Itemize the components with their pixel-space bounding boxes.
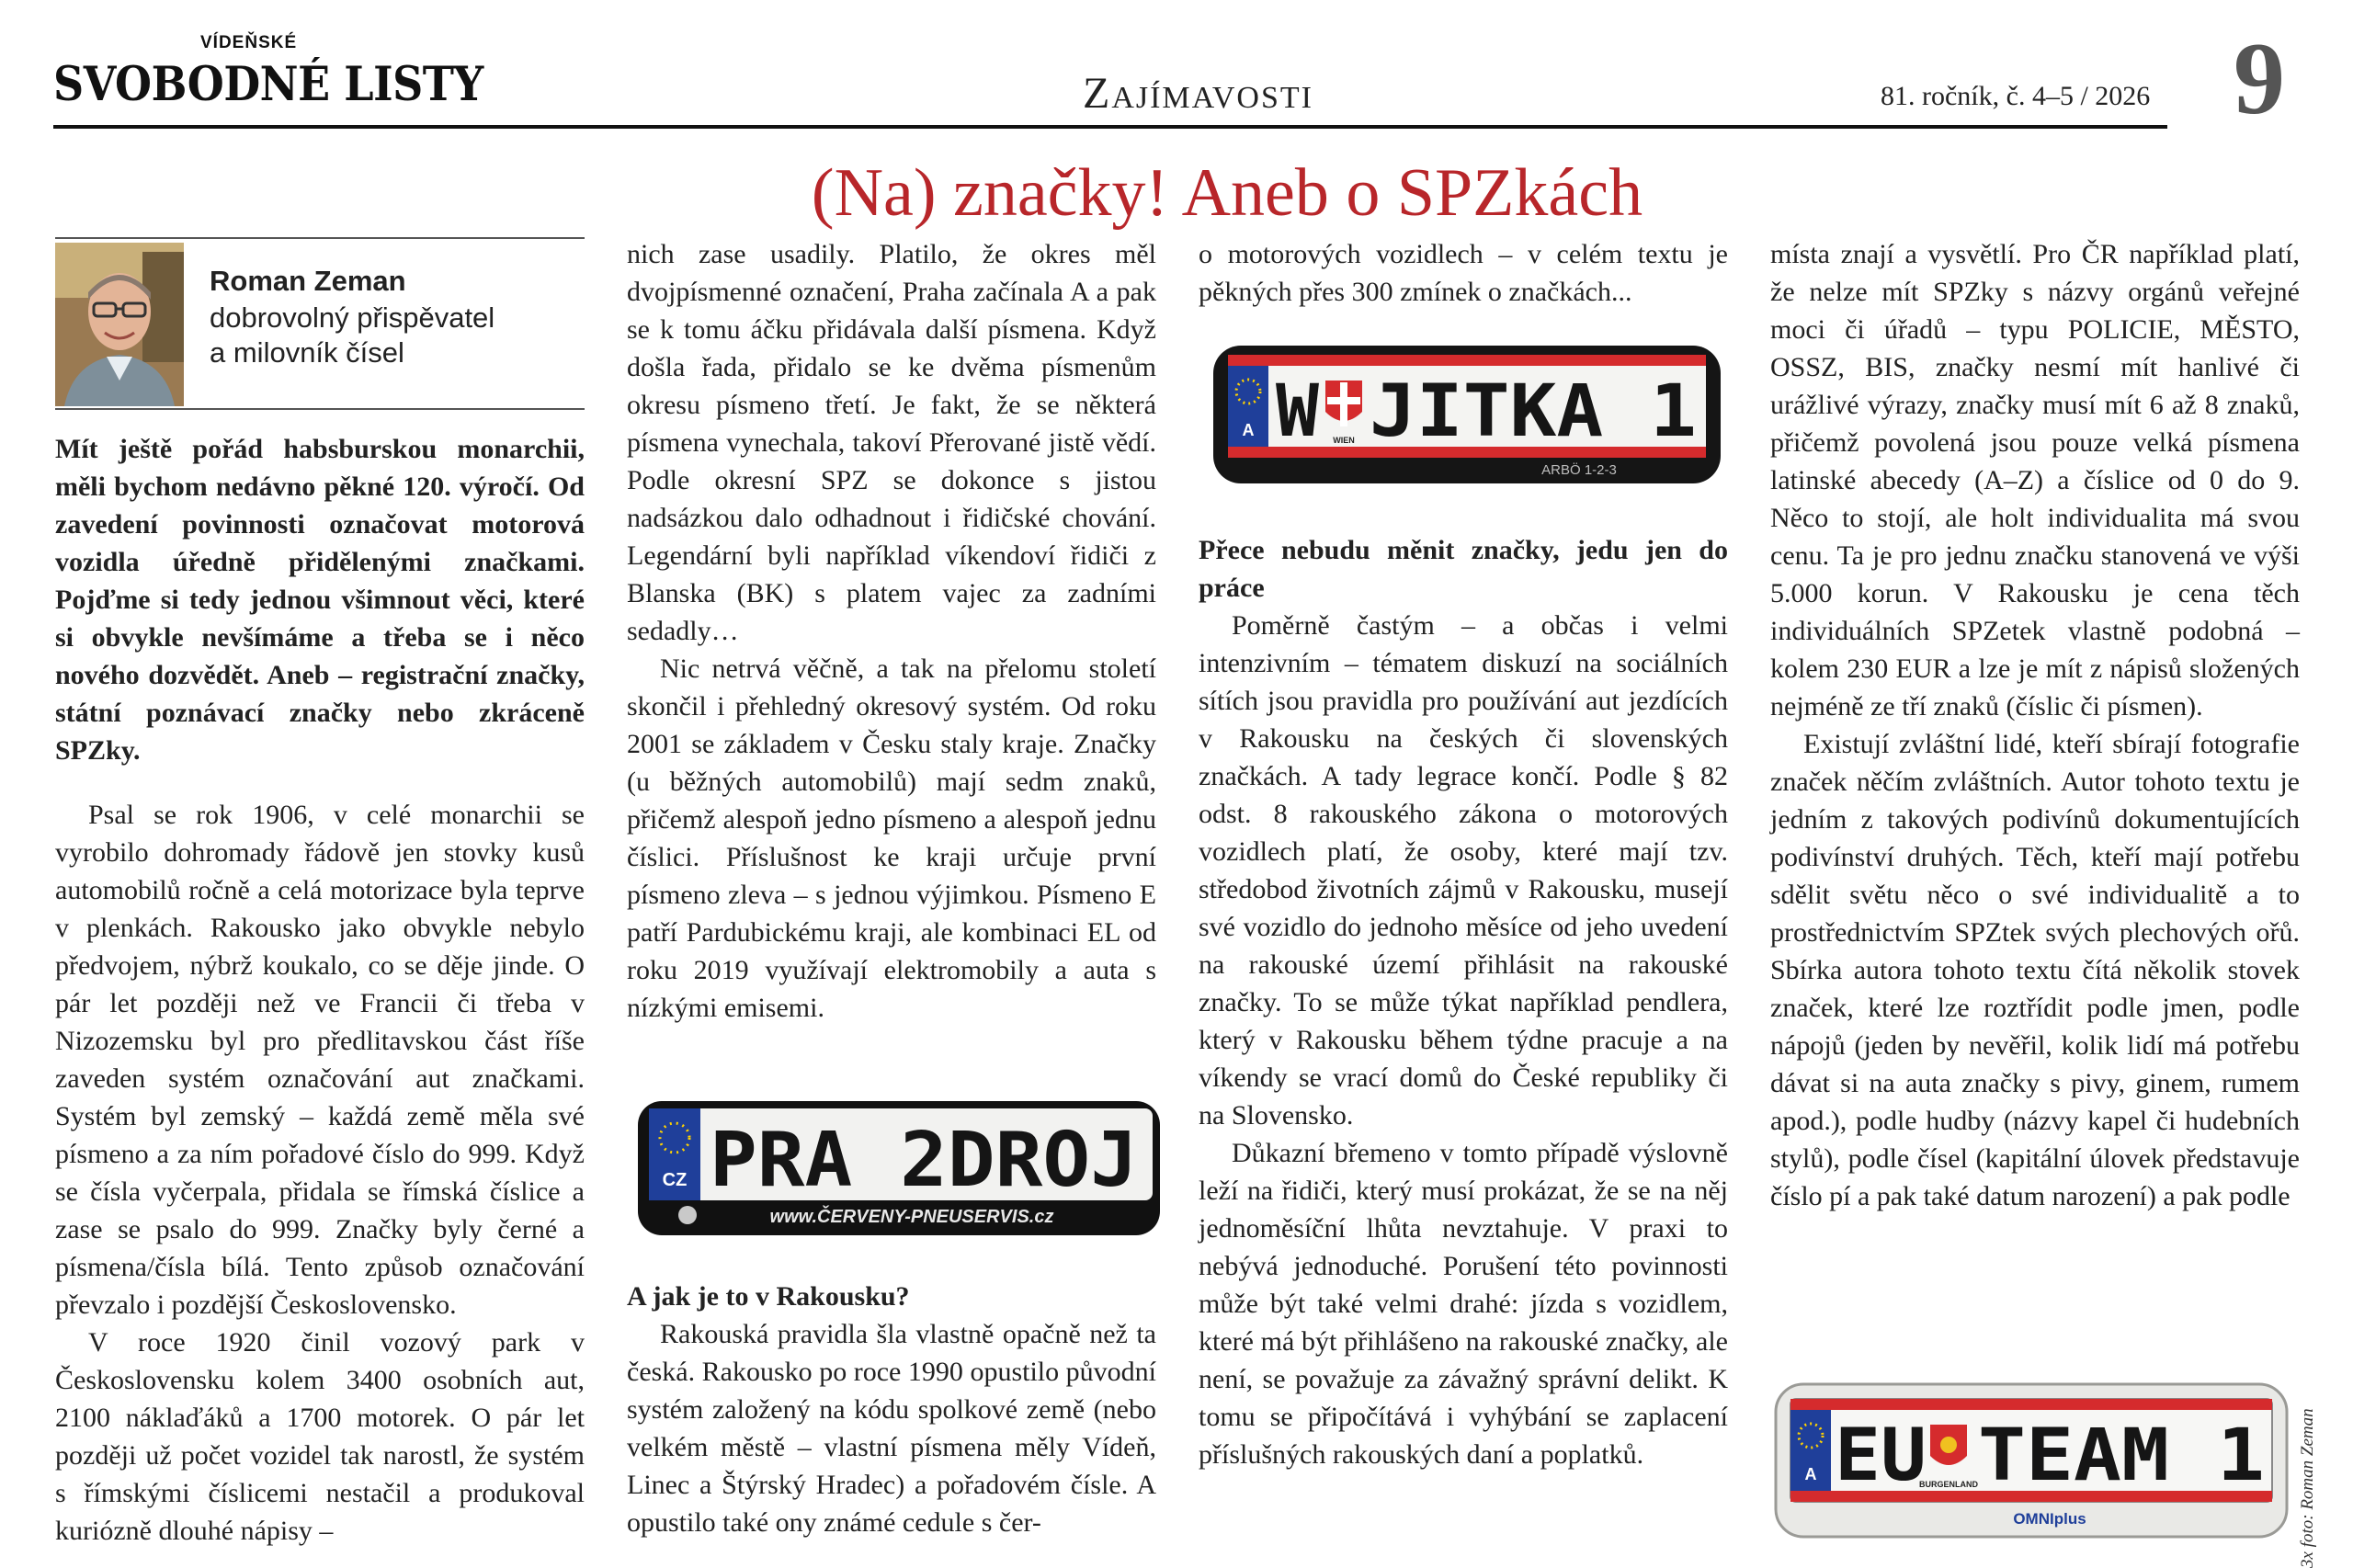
plate-city: WIEN — [1333, 436, 1355, 445]
masthead-rule — [53, 125, 2167, 129]
plate-frame-text: ARBÖ 1-2-3 — [1541, 462, 1617, 478]
paragraph: V roce 1920 činil vozový park v Československu kolem 3400 osobních aut, 2100 náklaďáků a 1700 motorek. O pár let později už počet vozidel tak narostl, že systém s římskými číslicemi nestačil a produkoval kuriózně dlouhé nápisy – — [55, 1327, 585, 1546]
plate-photo-eu-team — [1774, 1379, 2289, 1542]
column-2 — [627, 235, 1156, 1027]
plate-country: A — [1804, 1465, 1817, 1483]
plate-number: JITKA 1 — [1370, 370, 1697, 453]
page-number: 9 — [2234, 22, 2285, 136]
plate-letters: EU — [1835, 1415, 1927, 1497]
plate-photo-cz — [636, 1097, 1162, 1241]
paragraph: Rakouská pravidla šla vlastně opačně než ta česká. Rakousko po roce 1990 opustilo původní systém založený na kódu spolkové země (nebo velkém městě – vlastní písmena měly Vídeň, Linec a Štýrský Hradec) a pořadovém čísle. A opustilo také ony známé cedule s čer- — [627, 1319, 1156, 1538]
column-2-lower — [627, 1278, 1156, 1541]
paragraph: Psal se rok 1906, v celé monarchii se vyrobilo dohromady řádově jen stovky kusů automobilů ročně a celá motorizace byla teprve v plenkách. Rakousko jako obvykle nebylo předvojem, nýbrž koukalo, co se děje jinde. O pár let později než ve Francii či třeba v Nizozemsku byl pro předlitavskou část říše zaveden systém označování aut značkami. Systém byl zemský – každá země měla své písmeno a za ním pořadové číslo do 999. Když se čísla vyčerpala, přidala se římská číslice a zase se psalo do 999. Značky byly černé a písmena/čísla bílá. Tento způsob označování převzalo i pozdější Československo. — [55, 800, 585, 1320]
plate-number: PRA 2DROJ — [710, 1117, 1138, 1204]
paragraph: nich zase usadily. Platilo, že okres měl dvojpísmenné označení, Praha začínala A a pak se k tomu áčku přidávala další písmena. Když došla řada, přidalo se ke dvěma písmenům okresu písmeno třetí. Je fakt, že se některá písmena vynechala, takoví Přerované jistě vědí. Podle okresní SPZ se dokonce s jistou nadsázkou dalo odhadnout i řidičské chování. Legendární byli například víkendoví řidiči z Blanska (BK) s platem vajec za zadními sedadly… — [627, 239, 1156, 646]
author-role-line2: a milovník čísel — [210, 336, 404, 369]
plate-letter: W — [1276, 370, 1319, 453]
subheading: A jak je to v Rakousku? — [627, 1281, 910, 1312]
masthead — [0, 0, 2353, 136]
lead-paragraph: Mít ještě pořád habsburskou monarchii, měli bychom nedávno pěkné 120. výročí. Od zavedení povinnosti označovat motorová vozidla úředně přidělenými značkami. Pojďme si tedy jednou všimnout věci, které si obvykle nevšímáme a třeba se i něco nového dozvědět. Aneb – registrační značky, státní poznávací značky nebo zkráceně SPZky. — [55, 434, 585, 766]
masthead-kicker: VÍDEŇSKÉ — [200, 33, 298, 52]
author-box — [55, 237, 585, 410]
article-headline: (Na) značky! Aneb o SPZkách — [811, 155, 1643, 231]
paragraph: místa znají a vysvětlí. Pro ČR například platí, že nelze mít SPZky s názvy orgánů veřejné moci či úřadů – typu POLICIE, MĚSTO, OSSZ, BIS, značky nesmí mít hanlivé či urážlivé výrazy, značky musí mít 6 až 8 znaků, přičemž povolená jsou pouze velká písmena latinské abecedy (A–Z) a číslice od 0 do 9. Něco to stojí, ale holt individualita má svou cenu. Ta je pro jednu značku stanovená ve výši 5.000 korun. V Rakousku je cena těch individuálních SPZetek vlastně podobná – kolem 230 EUR a lze je mít z nápisů složených nejméně ze tří znaků (číslic či písmen). — [1770, 239, 2300, 722]
plate-photo-wien — [1211, 338, 1722, 489]
column-3 — [1199, 235, 1728, 311]
issue-info: 81. ročník, č. 4–5 / 2026 — [1881, 81, 2151, 111]
paragraph: Důkazní břemeno v tomto případě výslovně leží na řidiči, který musí prokázat, že se na něj jednoměsíční lhůta nevztahuje. V praxi to nebývá jednoduché. Porušení této povinnosti může být také velmi drahé: jízda s vozidlem, které má být přihlášeno na rakouské značky, ale není, se považuje za závažný správní delikt. K tomu se připočítává i vyhýbání se zaplacení příslušných rakouských daní a poplatků. — [1199, 1138, 1728, 1470]
column-3-lower — [1199, 531, 1728, 1473]
paragraph: o motorových vozidlech – v celém textu je pěkných přes 300 zmínek o značkách... — [1199, 239, 1728, 307]
paragraph: Existují zvláštní lidé, kteří sbírají fotografie značek něčím zvláštních. Autor tohoto textu je jedním z takových podivínů dokumentujících podivínství druhých. Těch, kteří mají potřebu sdělit světu něco o své individualitě a to prostřednictvím SPZtek svých plechových ořů. Sbírka autora tohoto textu čítá několik stovek značek, které lze roztřídit podle jmen, podle nápojů (jeden by nevěřil, kolik lidí má potřebu dávat si na auta značky s pivy, ginem, rumem apod.), podle hudby (názvy kapel či hudebních stylů), podle čísel (kapitální úlovek představuje číslo pí a pak také datum narození) a pak podle — [1770, 729, 2300, 1211]
photo-credit: 3x foto: Roman Zeman — [2298, 1408, 2317, 1568]
paragraph: Poměrně častým – a občas i velmi intenzivním – tématem diskuzí na sociálních sítích jsou pravidla pro používání aut jezdících v Rakousku na českých či slovenských značkách. A tady legrace končí. Podle § 82 odst. 8 rakouského zákona o motorových vozidlech platí, že osoby, které mají tzv. středobod životních zájmů v Rakousku, musejí své vozidlo do jednoho měsíce od jeho uvedení na rakouské území přihlásit na rakouské značky. To se může týkat například pendlera, který v Rakousku během týdne pracuje a na víkendy se vrací domů do České republiky či na Slovensko. — [1199, 610, 1728, 1131]
column-1 — [55, 796, 585, 1550]
plate-country: A — [1242, 421, 1255, 439]
plate-country: CZ — [662, 1170, 688, 1190]
paragraph: Nic netrvá věčně, a tak na přelomu století skončil i přehledný okresový systém. Od roku 2001 se základem v Česku staly kraje. Značky (u běžných automobilů) mají sedm znaků, přičemž alespoň jedno písmeno a alespoň jednu číslici. Příslušnost ke kraji určuje první písmeno zleva – s jednou výjimkou. Písmeno E patří Pardubickému kraji, ale kombinaci EL od roku 2019 využívají elektromobily a auta s nízkými emisemi. — [627, 653, 1156, 1023]
plate-frame-text: OMNIplus — [2013, 1510, 2086, 1528]
section-title: Zajímavosti — [1083, 69, 1313, 118]
column-4 — [1770, 235, 2300, 1215]
newspaper-name: SVOBODNÉ LISTY — [53, 57, 483, 112]
plate-frame-text: www.ČERVENY-PNEUSERVIS.cz — [769, 1207, 1054, 1227]
author-name: Roman Zeman — [210, 265, 406, 297]
subheading: Přece nebudu měnit značky, jedu jen do práce — [1199, 535, 1728, 603]
coat-of-arms-icon — [1930, 1425, 1967, 1465]
author-role-line1: dobrovolný přispěvatel — [210, 301, 495, 334]
plate-number: TEAM 1 — [1978, 1415, 2265, 1497]
author-photo — [55, 243, 184, 406]
plate-state: BURGENLAND — [1919, 1480, 1978, 1489]
